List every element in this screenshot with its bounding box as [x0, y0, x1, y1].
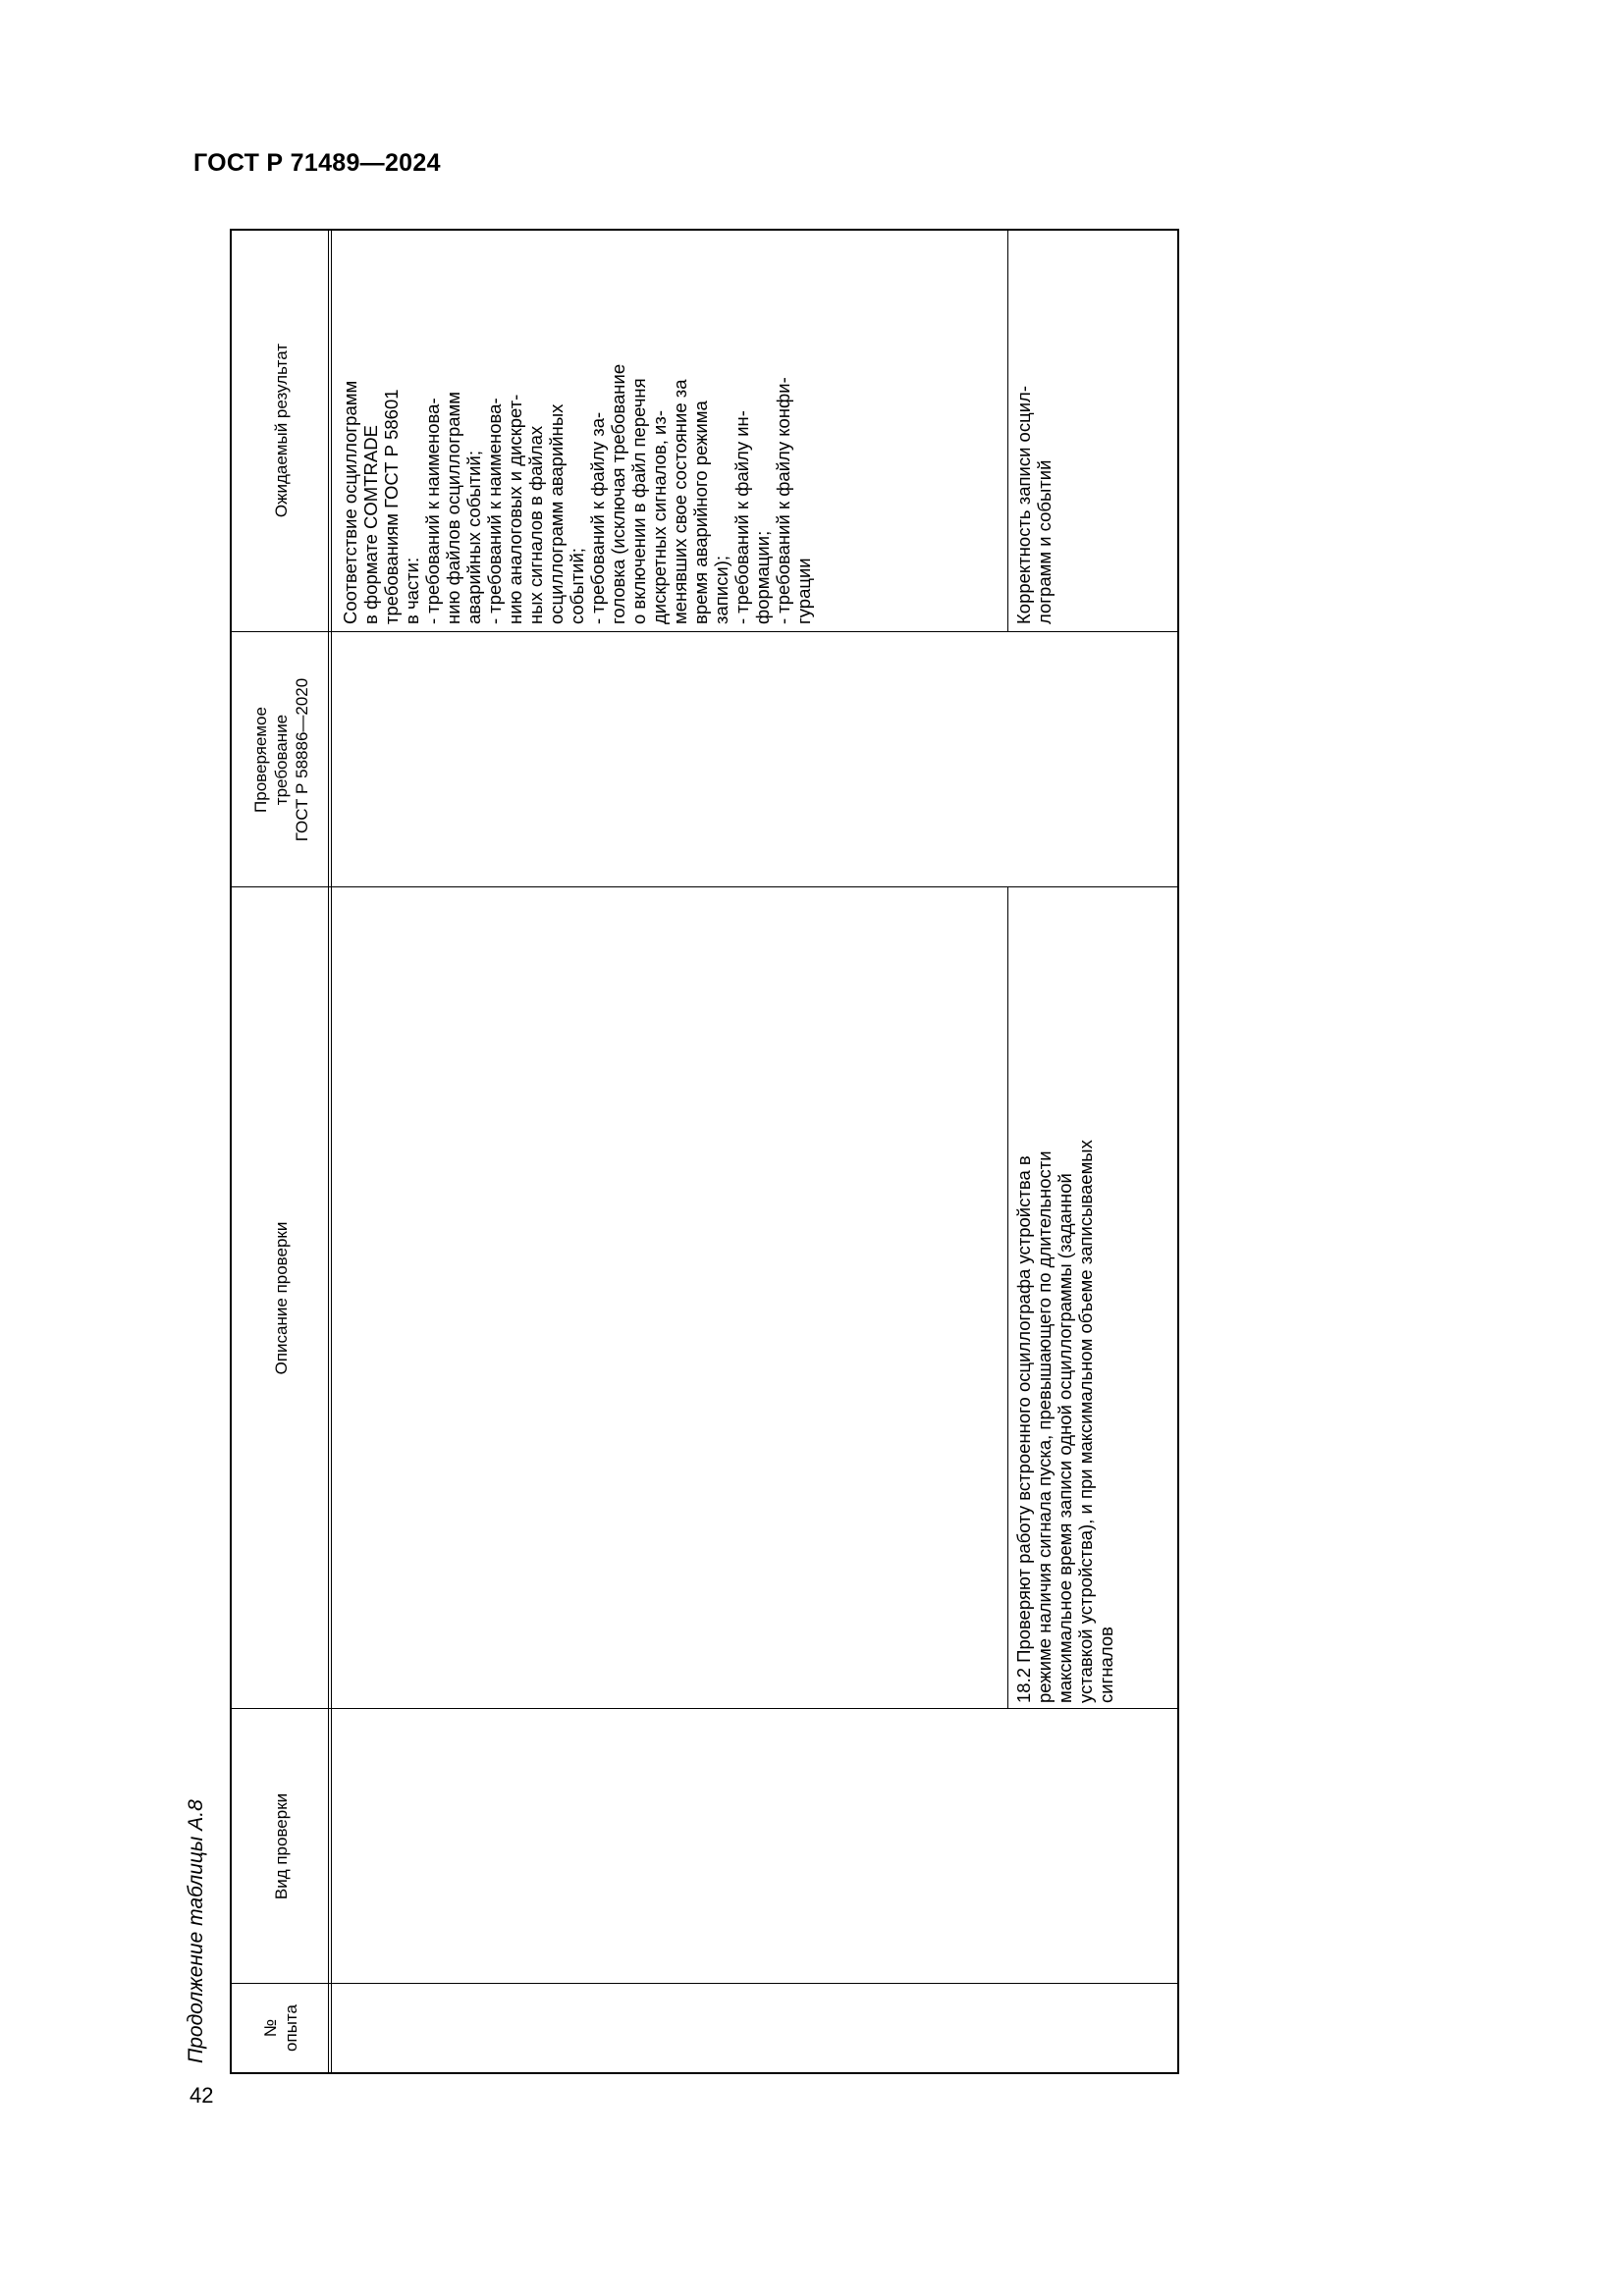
- header-requirement: Проверяемое требование ГОСТ Р 58886—2020: [250, 677, 311, 842]
- page-number: 42: [189, 2083, 214, 2108]
- header-expected: Ожидаемый результат: [271, 343, 291, 518]
- results-table: [230, 229, 1179, 2074]
- header-test-no: № опыта: [261, 2004, 300, 2052]
- table-cell-expected-result: Соответствие осциллограмм в формате COMTRADE требованиям ГОСТ Р 58601 в части: - требований к наименова- нию файлов осциллограмм аварийных событий; - требований к наименова- нию аналоговых и дискрет- ных сигналов в файлах осциллограмм аварийных событий; - требований к файлу за- головка (исключая требование о включении в файл перечня дискретных сигналов, из- менявших свое состояние за время аварийного режима записи); - требований к файлу ин- формации; - требований к файлу конфи- гурации: [340, 363, 814, 624]
- column-divider: [232, 631, 1177, 632]
- row-divider: [1007, 887, 1008, 1709]
- column-divider: [232, 886, 1177, 887]
- standard-code: ГОСТ Р 71489—2024: [193, 149, 441, 177]
- table-cell-expected-result: Корректность записи осцил- лограмм и событий: [1013, 386, 1055, 624]
- table-cell-description: 18.2 Проверяют работу встроенного осциллографа устройства в режиме наличия сигнала пуска, превышающего по длительности максимальное время записи одной осциллограммы (заданной уставкой устройства), и при максимальном объеме записываемых сигналов: [1013, 1140, 1116, 1703]
- table-caption: Продолжение таблицы А.8: [185, 1799, 207, 2063]
- header-description: Описание проверки: [271, 1221, 291, 1375]
- column-divider: [232, 1708, 1177, 1709]
- row-divider: [1007, 231, 1008, 632]
- column-divider: [232, 1983, 1177, 1984]
- header-test-type: Вид проверки: [271, 1792, 291, 1900]
- header-divider: [331, 231, 332, 2072]
